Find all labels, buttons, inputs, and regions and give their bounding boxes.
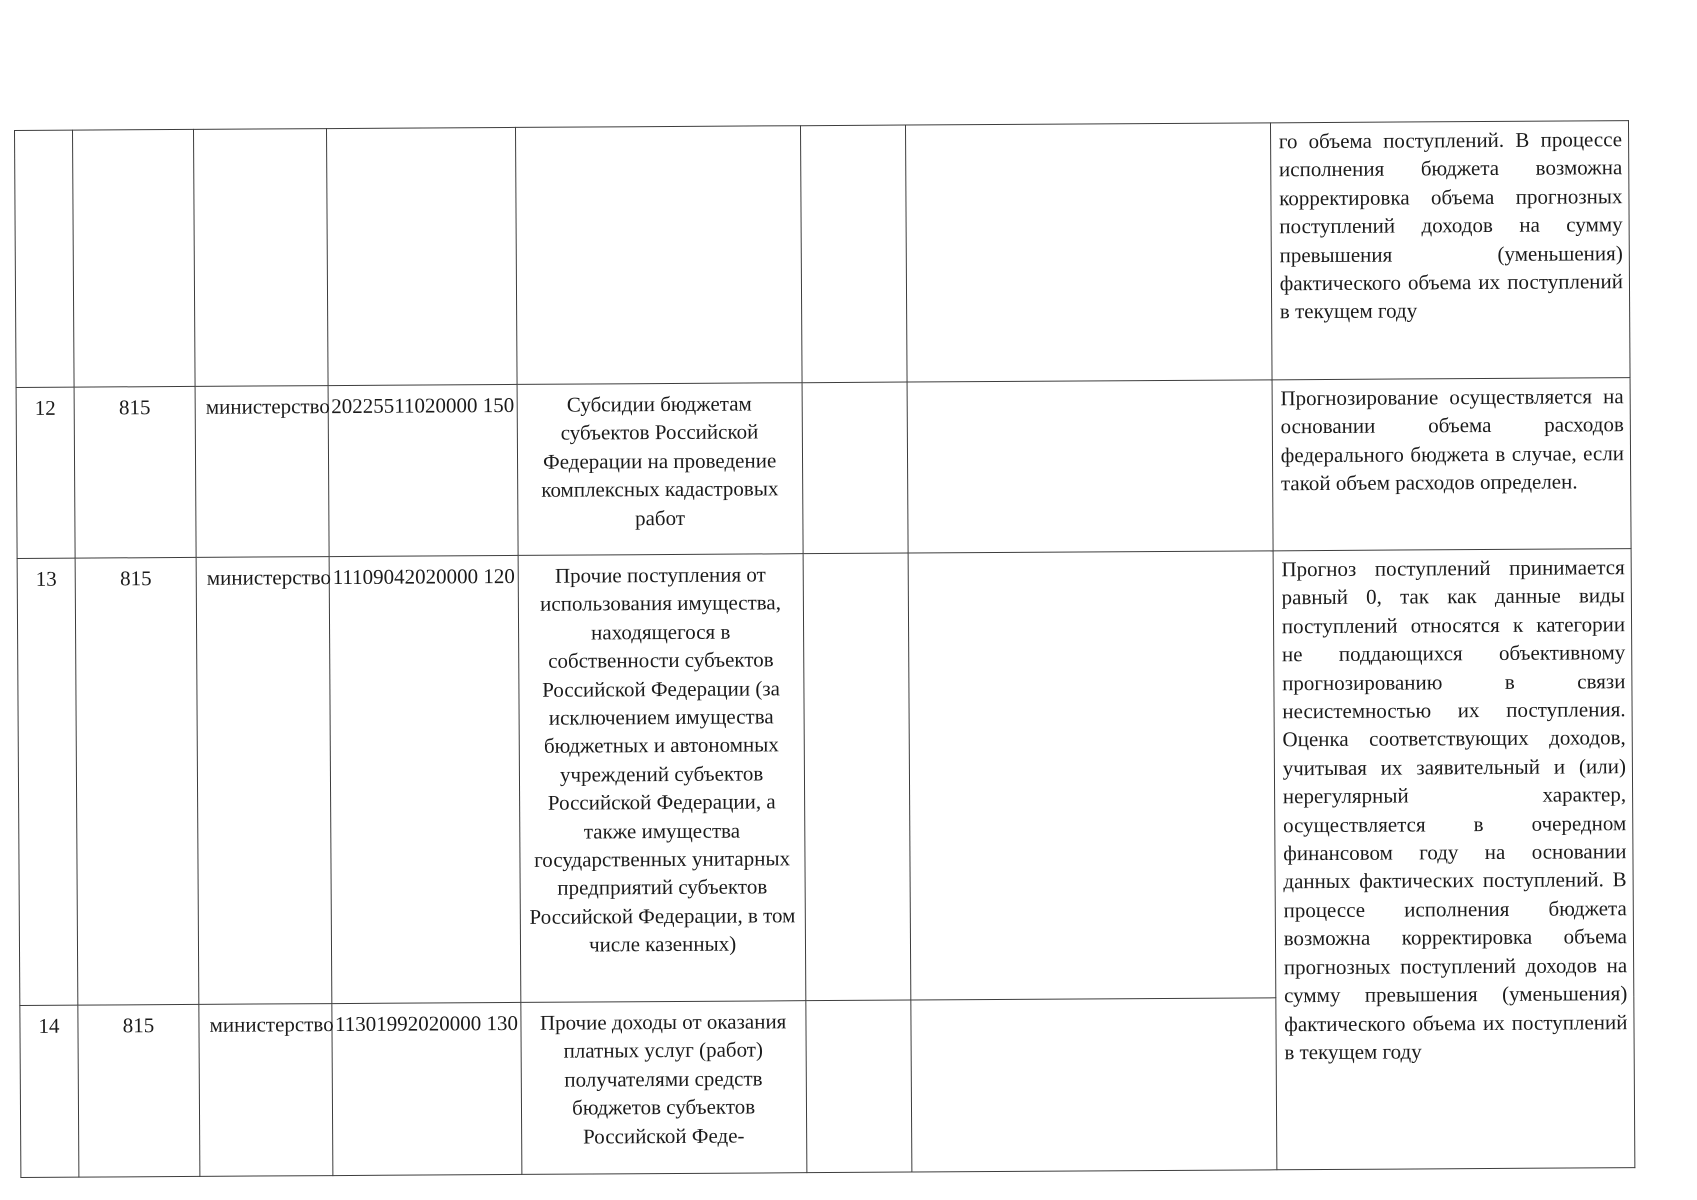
table-row <box>16 378 1631 559</box>
administrator-cell: министерство <box>196 557 332 1005</box>
forecast-method-text: го объема поступлений. В процессе исполнения бюджета возможна корректировка объема прогнозных поступлений доходов на сумму превышения (уменьшения) фактического объема их поступлений в текущем году <box>1278 127 1624 324</box>
revenue-name-cell <box>515 126 802 385</box>
empty-cell <box>911 998 1276 1172</box>
row-number-cell: 13 <box>17 558 78 1005</box>
admin-code-cell <box>73 129 196 387</box>
forecast-method-cell <box>1272 378 1631 551</box>
table-row <box>15 121 1631 388</box>
empty-cell <box>803 553 912 1001</box>
row-number-cell: 14 <box>20 1005 79 1177</box>
table-row <box>17 549 1634 1006</box>
admin-code-cell: 815 <box>74 386 196 558</box>
admin-code-cell: 815 <box>78 1004 200 1177</box>
budget-code-cell <box>327 127 517 385</box>
admin-code-cell: 815 <box>75 557 199 1005</box>
revenue-name-cell: Субсидии бюджетам субъектов Российской Федерации на проведение комплексных кадастровых работ <box>517 383 803 556</box>
forecast-method-text: Прогноз поступлений принимается равный 0, так как данные виды поступлений относятся к категории не поддающихся объективному прогнозированию в связи несистемностью их поступления. Оценка соответствующих доходов, учитывая их заявительный и (или) нерегулярный характер, осуществляется в очередном финансовом году на основании данных фактических поступлений. В процессе исполнения бюджета возможна корректировка объема прогнозных поступлений доходов на сумму превышения (уменьшения) фактического объема их поступлений в текущем году <box>1281 555 1628 1065</box>
row-number-cell: 12 <box>16 387 75 558</box>
revenue-name-cell: Прочие поступления от использования имущества, находящегося в собственности субъектов Российской Федерации (за исключением имущества бюджетных и автономных учреждений субъектов Российской Федерации, а также имущества государственных унитарных предприятий субъектов Российской Федерации, в том числе казенных) <box>518 554 806 1003</box>
revenue-forecast-table <box>14 120 1635 1178</box>
forecast-method-cell <box>1270 121 1630 380</box>
empty-cell <box>800 125 907 383</box>
empty-cell <box>802 382 909 554</box>
empty-cell <box>906 123 1272 382</box>
budget-code-cell: 11301992020000 130 <box>332 1002 521 1175</box>
empty-cell <box>907 380 1272 553</box>
empty-cell <box>909 551 1276 1000</box>
administrator-cell: министерство <box>199 1004 333 1177</box>
forecast-method-cell <box>1273 549 1635 1170</box>
administrator-cell <box>194 129 329 387</box>
empty-cell <box>805 1000 912 1173</box>
revenue-name-cell: Прочие доходы от оказания платных услуг (работ) получателями средств бюджетов субъектов Российской Феде- <box>521 1001 807 1175</box>
row-number-cell <box>15 130 75 387</box>
budget-code-cell: 20225511020000 150 <box>328 384 517 556</box>
administrator-cell: министерство <box>195 386 329 558</box>
budget-code-cell: 11109042020000 120 <box>330 555 521 1003</box>
forecast-method-text: Прогнозирование осуществляется на основании объема расходов федерального бюджета в случае, если такой объем расходов определен. <box>1280 384 1625 496</box>
